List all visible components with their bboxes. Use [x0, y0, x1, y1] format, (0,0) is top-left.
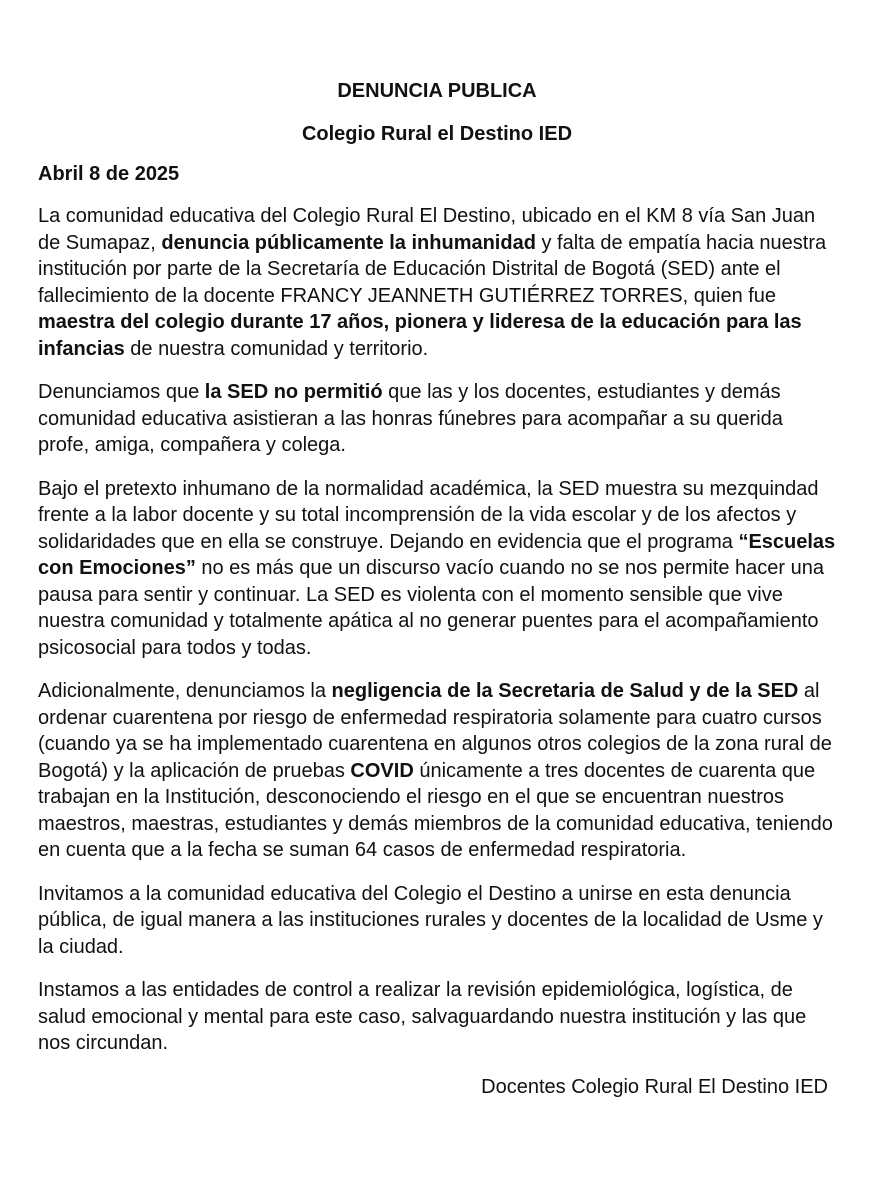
paragraph-6	[38, 977, 836, 1057]
signature: Docentes Colegio Rural El Destino IED	[481, 1075, 828, 1098]
text-run: al ordenar cuarentena por riesgo de enfermedad respiratoria solamente para cuatro cursos (cuando ya se ha implementado cuarentena en algunos otros colegios de la zona rural de Bogotá) y la aplicación de pruebas	[38, 680, 832, 782]
text-run: Invitamos a la comunidad educativa del Colegio el Destino a unirse en esta denuncia pública, de igual manera a las instituciones rurales y docentes de la localidad de Usme y la ciudad.	[38, 882, 823, 958]
bold-text-run: la SED no permitió	[204, 381, 383, 403]
bold-text-run: COVID	[350, 759, 414, 782]
bold-text-run: maestra del colegio durante 17 años, pionera y lideresa de la educación para las infancias	[38, 311, 802, 360]
paragraph-5	[38, 881, 836, 961]
document-date: Abril 8 de 2025	[38, 163, 180, 185]
paragraph-4	[38, 678, 836, 864]
text-run: La comunidad educativa del Colegio Rural El Destino, ubicado en el KM 8 vía San Juan de Sumapaz,	[38, 205, 816, 254]
text-run: Adicionalmente, denunciamos la	[38, 680, 332, 702]
document-title: DENUNCIA PUBLICA	[337, 80, 537, 102]
bold-text-run: “Escuelas con Emociones”	[38, 530, 836, 579]
text-run: Instamos a las entidades de control a realizar la revisión epidemiológica, logística, de salud emocional y mental para este caso, salvaguardando nuestra institución y las que nos circundan.	[38, 979, 807, 1054]
paragraph-1	[38, 203, 836, 362]
paragraph-3	[38, 476, 836, 662]
text-run: Bajo el pretexto inhumano de la normalidad académica, la SED muestra su mezquindad frente a la labor docente y su total incomprensión de la vida escolar y de los afectos y solidaridades que en ella se construye. Dejando en evidencia que el programa	[38, 477, 819, 553]
bold-text-run: negligencia de la Secretaria de Salud y de la SED	[331, 680, 799, 702]
text-run: no es más que un discurso vacío cuando no se nos permite hacer una pausa para sentir y continuar. La SED es violenta con el momento sensible que vive nuestra comunidad y totalmente apática al no generar puentes para el acompañamiento psicosocial para todos y todas.	[38, 557, 824, 659]
text-run: y falta de empatía hacia nuestra institución por parte de la Secretaría de Educación Distrital de Bogotá (SED) ante el fallecimiento de la docente FRANCY JEANNETH GUTIÉRREZ TORRES, quien fue	[38, 231, 827, 307]
document-subtitle: Colegio Rural el Destino IED	[301, 123, 573, 145]
text-run: únicamente a tres docentes de cuarenta que trabajan en la Institución, desconociendo el riesgo en el que se encuentran nuestros maestros, maestras, estudiantes y demás miembros de la comunidad educativa, teniendo en cuenta que a la fecha se suman 64 casos de enfermedad respiratoria.	[38, 759, 833, 861]
text-run: que las y los docentes, estudiantes y demás comunidad educativa asistieran a las honras fúnebres para acompañar a su querida profe, amiga, compañera y colega.	[38, 381, 783, 456]
text-run: de nuestra comunidad y territorio.	[124, 337, 429, 360]
bold-text-run: denuncia públicamente la inhumanidad	[161, 231, 536, 254]
paragraph-2	[38, 379, 836, 459]
text-run: Denunciamos que	[38, 381, 205, 403]
